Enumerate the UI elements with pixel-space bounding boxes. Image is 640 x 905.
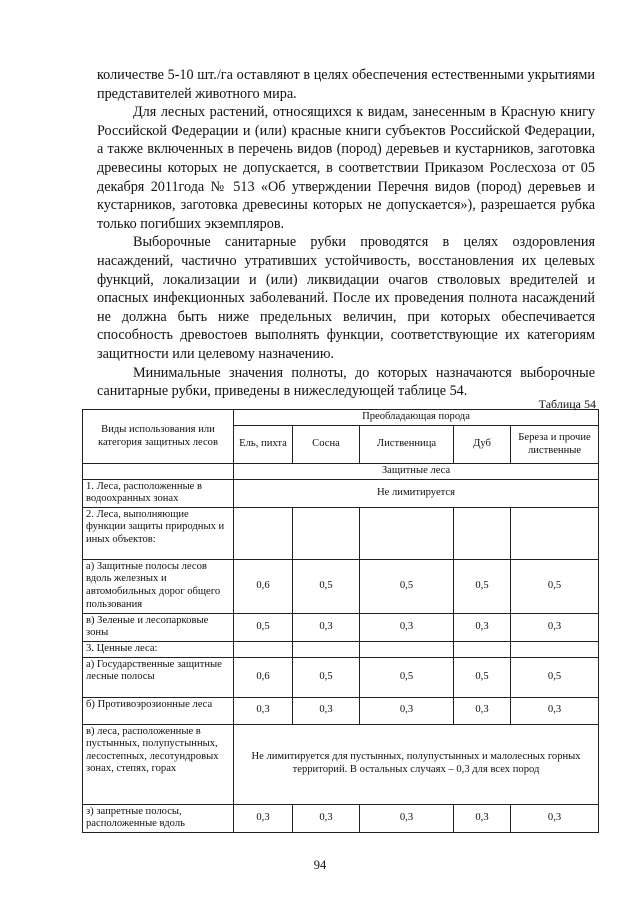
cell-value: 0,3: [511, 697, 599, 724]
cell-value: 0,3: [454, 613, 511, 641]
cell-value: 0,3: [360, 613, 454, 641]
row-label: 3. Ценные леса:: [83, 641, 234, 657]
cell-value: 0,5: [293, 657, 360, 697]
cell-value: 0,5: [293, 559, 360, 613]
header-oak: Дуб: [454, 426, 511, 464]
cell-value: 0,5: [360, 559, 454, 613]
paragraph-sanitary-cuttings: Выборочные санитарные рубки проводятся в целях оздоровления насаждений, частично утративших устойчивость, восстановления их целевых функций, локализации и (или) ликвидации очагов стволовых вредителей и опасных инфекционных заболеваний. После их проведения полнота насаждений не должна быть ниже предельных величин, при которых обеспечивается способность древостоев выполнять функции, соответствующие их категориям защитности или целевому назначению.: [97, 234, 595, 362]
table-caption: Таблица 54: [538, 397, 596, 411]
section-protective-forests: Защитные леса: [234, 464, 599, 480]
cell-value: 0,3: [293, 613, 360, 641]
row-label: а) Государственные защитные лесные полосы: [83, 657, 234, 697]
table-row: [83, 613, 599, 641]
cell-value: 0,3: [511, 804, 599, 832]
row-note: Не лимитируется: [234, 479, 599, 507]
table-section-row: [83, 464, 599, 480]
table-row: [83, 507, 599, 559]
header-pine: Сосна: [293, 426, 360, 464]
cell-value: 0,6: [234, 657, 293, 697]
cell-value: 0,3: [234, 804, 293, 832]
table-row: [83, 479, 599, 507]
cell-value: 0,3: [293, 697, 360, 724]
header-group: Преобладающая порода: [234, 410, 599, 426]
row-label: а) Защитные полосы лесов вдоль железных и автомобильных дорог общего пользования: [83, 559, 234, 613]
paragraph-red-book: Для лесных растений, относящихся к видам, занесенным в Красную книгу Российской Федерации и (или) красные книги субъектов Российской Федерации, а также включенных в перечень видов (пород) деревьев и кустарников, заготовка древесины которых не допускается, в соответствии Приказом Рослесхоза от 05 декабря 2011года № 513 «Об утверждении Перечня видов (пород) деревьев и кустарников, заготовка древесины которых не допускается»), разрешается рубка только погибших экземпляров.: [97, 104, 595, 232]
row-label: 1. Леса, расположенные в водоохранных зонах: [83, 479, 234, 507]
header-larch: Лиственница: [360, 426, 454, 464]
row-note: Не лимитируется для пустынных, полупустынных и малолесных горных территорий. В остальных случаях – 0,3 для всех пород: [234, 724, 599, 804]
row-label: в) леса, расположенные в пустынных, полупустынных, лесостепных, лесотундровых зонах, степях, горах: [83, 724, 234, 804]
paragraph-table-reference: Минимальные значения полноты, до которых назначаются выборочные санитарные рубки, приведены в нижеследующей таблице 54.: [97, 364, 595, 400]
body-text: [97, 66, 595, 401]
table-row: [83, 657, 599, 697]
paragraph-continuation: количестве 5-10 шт./га оставляют в целях обеспечения естественными укрытиями представителей животного мира.: [97, 67, 595, 102]
cell-value: 0,5: [511, 559, 599, 613]
cell-value: 0,3: [234, 697, 293, 724]
table-row: [83, 804, 599, 832]
row-label: з) запретные полосы, расположенные вдоль: [83, 804, 234, 832]
page-number: 94: [313, 858, 327, 872]
cell-value: 0,5: [454, 657, 511, 697]
cell-value: 0,3: [293, 804, 360, 832]
header-category: Виды использования или категория защитных лесов: [83, 410, 234, 464]
header-spruce-fir: Ель, пихта: [234, 426, 293, 464]
cell-value: 0,5: [360, 657, 454, 697]
cell-value: 0,5: [454, 559, 511, 613]
table-row: [83, 697, 599, 724]
table-header-row: [83, 410, 599, 426]
density-table: [82, 409, 599, 833]
row-label: 2. Леса, выполняющие функции защиты природных и иных объектов:: [83, 507, 234, 559]
table-row: [83, 641, 599, 657]
row-label: в) Зеленые и лесопарковые зоны: [83, 613, 234, 641]
row-label: б) Противоэрозионные леса: [83, 697, 234, 724]
cell-value: 0,5: [234, 613, 293, 641]
cell-value: 0,3: [454, 804, 511, 832]
table-row: [83, 559, 599, 613]
header-birch-deciduous: Береза и прочие лиственные: [511, 426, 599, 464]
table-row: [83, 724, 599, 804]
cell-value: 0,6: [234, 559, 293, 613]
cell-value: 0,3: [360, 804, 454, 832]
cell-value: 0,3: [454, 697, 511, 724]
cell-value: 0,5: [511, 657, 599, 697]
cell-value: 0,3: [511, 613, 599, 641]
cell-value: 0,3: [360, 697, 454, 724]
